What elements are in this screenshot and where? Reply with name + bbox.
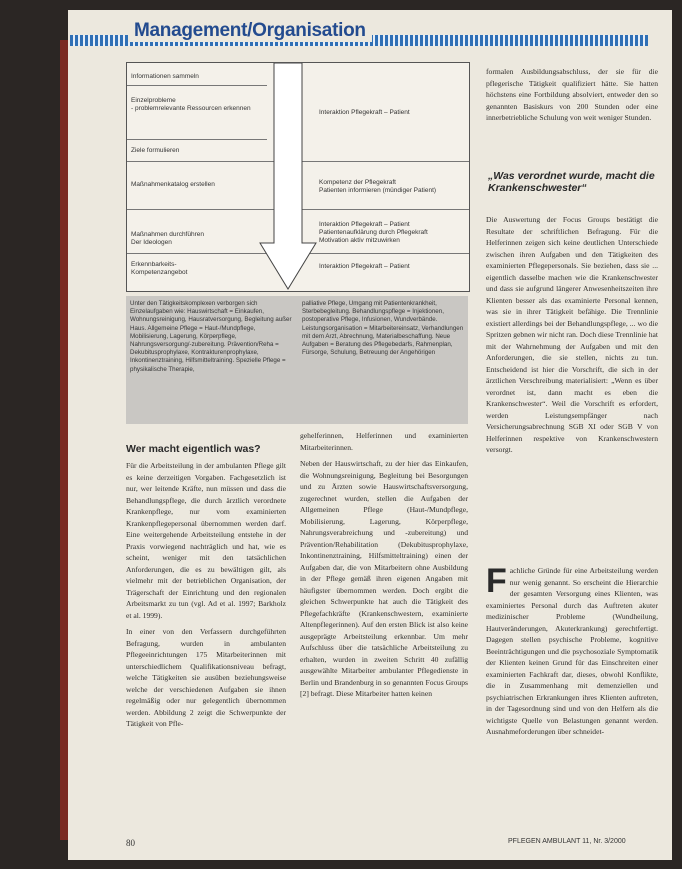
diagram-step-6: Erkennbarkeits- Kompetenzangebot [131, 261, 188, 276]
process-arrow [258, 63, 318, 293]
column-2 [300, 430, 468, 705]
diagram-step-4: Maßnahmenkatalog erstellen [131, 181, 215, 188]
diagram-step-1: Informationen sammeln [131, 73, 199, 80]
diagram-note-4: Interaktion Pflegekraft – Patient [319, 263, 410, 270]
column-3-middle: Die Auswertung der Focus Groups bestätigt die Resultate der schriftlichen Befragung. Für die Helferinnen zeigen sich keine deutlichen Unterschiede zwischen ihren Aufgaben und den Tätigkeiten des examinierten Pflegepersonals. Sie beziehen, dass sie ... eigentlich dasselbe machen wie die Krankenschwester und dass sie aufgrund längerer Anwesenheitszeiten ihre Klienten besser als das examinierte Personal kennen, was sie in ihrer Tätigkeit befähige. Die Trennlinie existiert allerdings bei der Behandlungspflege, ... wo die Spritzen gebnen wir nicht ran. Doch diese Trennlinie hat mit der Wahrnehmung der Aufgaben und mit den Anforderungen, die sie stellen, nichts zu tun. Entscheidend ist hier die Vorschrift, die sich in der ärztlichen Verschreibung materialisiert: „Wenn es über verordnet ist, dann macht es eben die Krankenschwester“. Weil die Vorschrift es erfordert, werden Leistungsempfänger nach Versicherungsabrechnung SGB XI oder SGB V von Helferinnen respektive von Krankenschwestern versorgt. [486, 215, 658, 454]
section-header [70, 20, 648, 48]
column-3-top: formalen Ausbildungsabschluss, der sie für die pflegerische Tätigkeit qualifiziert hätte. Sie hatten höchstens eine Fortbildung absolviert, entweder den so genannten Basiskurs von 200 Stunden oder eine innerbetriebliche Schulung von weit weniger Stunden. [486, 67, 658, 122]
section-heading-quote: „Was verordnet wurde, macht die Krankenschwester“ [488, 170, 655, 194]
tasks-box-right: palliative Pflege, Umgang mit Patientenkrankheit, Sterbebegleitung. Behandlungspflege = Injektionen, postoperative Pflege, Infusionen, Wundverbände. Leistungsorganisation = Mitarbeitereinsatz, Verhandlungen mit dem Arzt, Abrechnung, Materialbeschaffung. Neue Aufgaben = Beratung des Pflegebedarfs, Rahmenplan, Fürsorge, Schulung, Betreuung der Angehörigen [302, 300, 464, 357]
page-number: 80 [126, 838, 135, 848]
diagram-note-2: Kompetenz der Pflegekraft Patienten informieren (mündiger Patient) [319, 179, 437, 194]
tasks-box-left: Unter den Tätigkeitskomplexen verborgen sich Einzelaufgaben wie: Hauswirtschaft = Einkaufen, Wohnungsreinigung, Hausratversorgung, Begleitung außer Haus. Allgemeine Pflege = Haut-/Mundpflege, Mobilisierung, Lagerung, Körperpflege, Nahrungsversorgung/-zubereitung. Prävention/Reha = Dekubitusprophylaxe, Kontrakturenprophylaxe, Inkontinenztraining, Hilfsmitteltraining. Spezielle Pflege = physikalische Therapie, [130, 300, 292, 373]
column-1 [126, 460, 286, 735]
paragraph: achliche Gründe für eine Arbeitsteilung werden nur wenig genannt. So erscheint die Hierarchie der gesamten Versorgung eines Klienten, was examiniertes Personal durch das Auftreten akuter medizinischer Probleme (Wundheilung, Hautveränderungen, Akuterkrankung) gerechtfertigt. Dagegen stellen psychische Probleme, kognitive Beeinträchtigungen und die psychosoziale Symptomatik der Klienten keinen Grund für das Einschreiten einer examinierten Fachkraft dar, dieses, obwohl Konflikte, die in Zusammenhang mit demenziellen und psychiatrischen Erkrankungen ihres Klienten auftreten, in der Tagesordnung sind und von den Helfern als die wichtigste Quelle von Belastungen genannt werden. Ausnahmeforderungen über schneidet- [486, 566, 658, 736]
diagram-note-1: Interaktion Pflegekraft – Patient [319, 109, 410, 116]
drop-cap: F [486, 562, 507, 600]
tasks-box [126, 296, 468, 424]
section-heading-who: Wer macht eigentlich was? [126, 443, 261, 455]
paragraph: gehelferinnen, Helferinnen und examinierten Mitarbeiterinnen. [300, 431, 468, 452]
diagram-step-2: Einzelprobleme - problemrelevante Ressourcen erkennen [131, 97, 251, 112]
paragraph: Neben der Hauswirtschaft, zu der hier das Einkaufen, die Wohnungsreinigung, Begleitung bei Besorgungen und zu Ärzten sowie Hauswirtschaftsversorgung, zugerechnet wurden, stellen die Aufgaben der Allgemeinen Pflege (Haut-/Mundpflege, Mobilisierung, Lagerung, Körperpflege, Nahrungsverabreichung und -zubereitung) und Prävention/Rehabilitation (Dekubitusprophylaxe, Inkontinenztraining, Hilfsmitteltraining) einen der Aufgaben dar, die von Mitarbeitern ohne Ausbildung in der Pflege gemäß ihren eigenen Angaben mit häufigster übernommen werden. Doch ergibt die gleichen Schwerpunkte hat auch die Tätigkeit des Pflegefachkräfte (Krankenschwestern, examinierte Altenpflegerinnen). Auf den ersten Blick ist also keine ausgeprägte Arbeitsteilung erkennbar. Um mehr Aufschluss über die tatsächliche Arbeitsteilung zu erhalten, wurden in zweiten Schritt 40 zufällig ausgewählte Mitarbeiter ambulanter Pflegedienste in Berlin und Brandenburg in so genannten Focus Groups [2] befragt. Diese Mitarbeiter hatten keinen [300, 459, 468, 698]
diagram-note-3: Interaktion Pflegekraft – Patient Patientenaufklärung durch Pflegekraft Motivation aktiv mitzuwirken [319, 221, 428, 244]
diagram-divider [127, 85, 267, 86]
diagram-divider [127, 139, 267, 140]
journal-footer: PFLEGEN AMBULANT 11, Nr. 3/2000 [508, 838, 626, 845]
diagram-step-5: Maßnahmen durchführen Der Ideologen [131, 231, 204, 246]
diagram-step-3: Ziele formulieren [131, 147, 180, 154]
section-title: Management/Organisation [128, 20, 372, 42]
column-3-bottom [486, 562, 658, 738]
paragraph: In einer von den Verfassern durchgeführten Befragung, wurden in ambulanten Pflegeeinrichtungen 175 Mitarbeiterinnen mit unterschiedlichem Qualifikationsniveau befragt, welche Tätigkeiten sie ausüben beziehungsweise welche der verschiedenen Aufgaben sie ihnen regelmäßig oder nur gelegentlich übernommen werden. Abbildung 2 zeigt die Schwerpunkte der Tätigkeit von Pfle- [126, 627, 286, 728]
paragraph: Für die Arbeitsteilung in der ambulanten Pflege gilt es keine derzeitigen Vorgaben. Fachgesetzlich ist nur, wer leitende Kräfte, nun müssen und dass die Behandlungspflege, die durch ärztlich verordnete Krankenpflege, nur vom examinierten Krankenpflegepersonal übernommen werden darf. Eine weitergehende Arbeitsteilung entstehe in der Praxis vorwiegend nachträglich und hat, wie es scheint, weniger mit den tatsächlichen Anforderungen, die es zu bewältigen gilt, als vielmehr mit der betrieblichen Organisation, der Trägerschaft der Einrichtung und den regionalen Arbeitsmarkt zu tun (vgl. Ad et al. 1997; Barkholz et al. 1999). [126, 461, 286, 620]
